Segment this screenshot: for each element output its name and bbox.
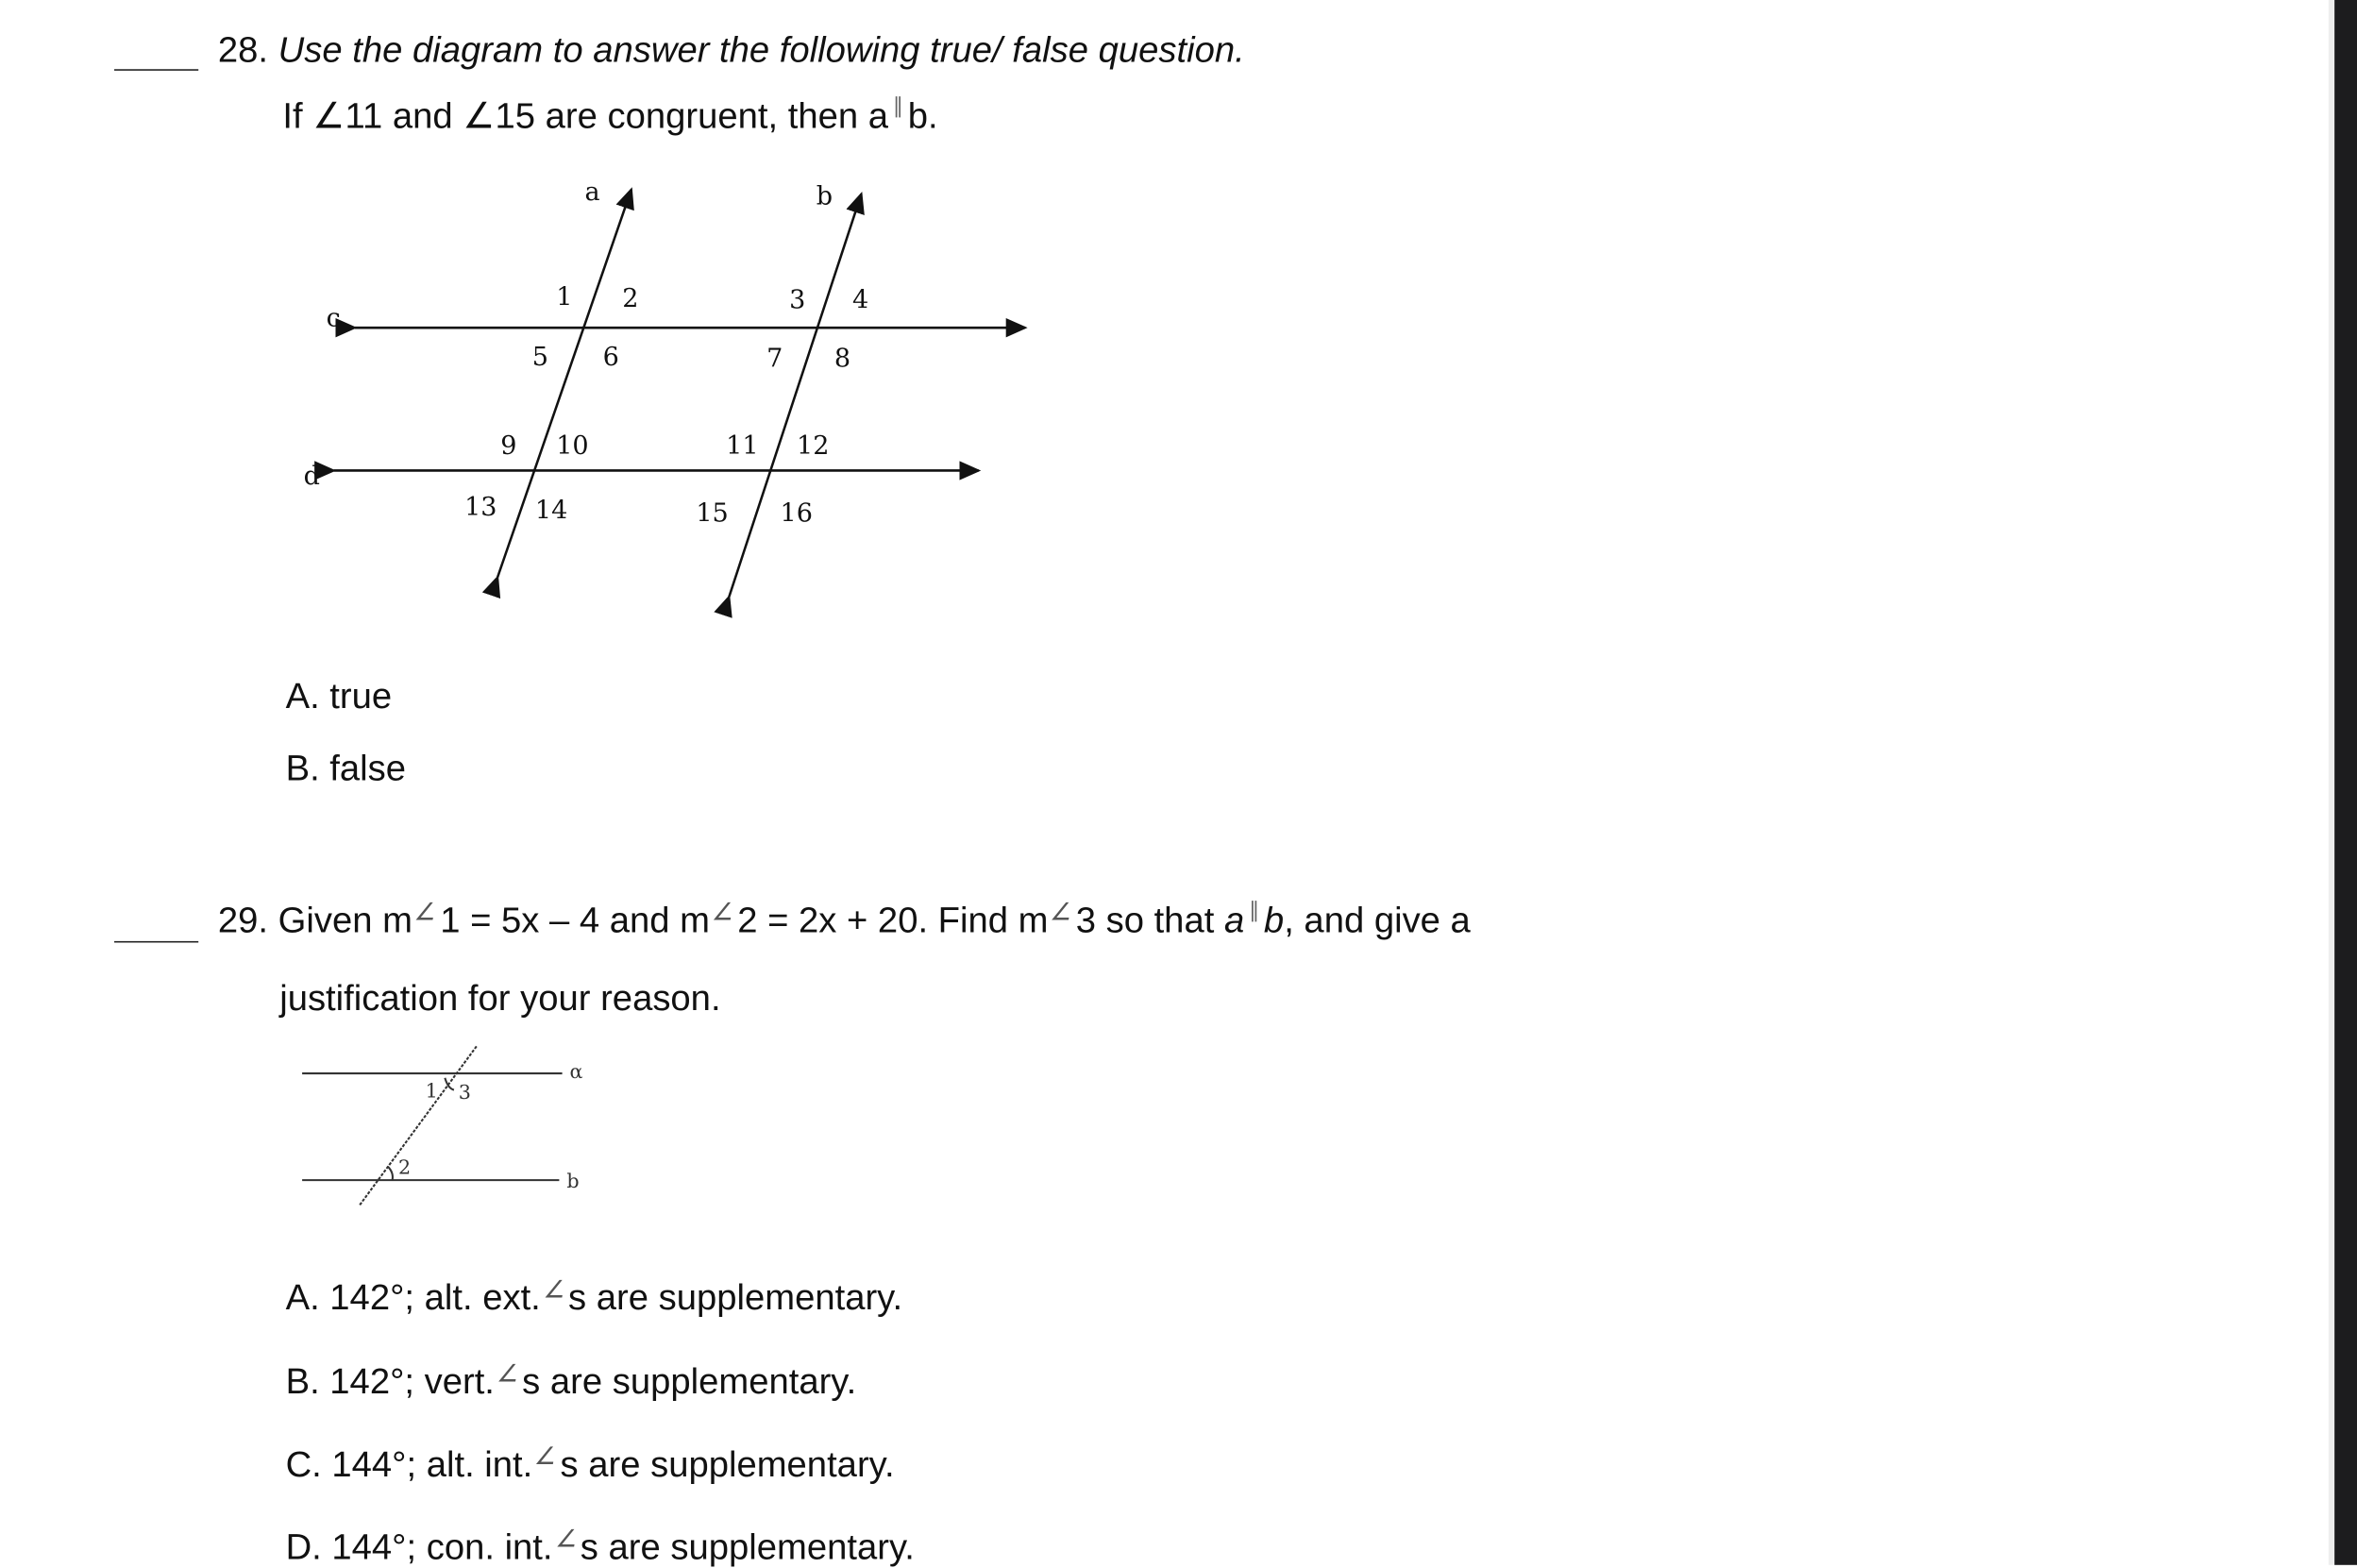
- text: s are supplementary.: [580, 1526, 915, 1568]
- text: and: [392, 95, 453, 137]
- label-alpha: α: [569, 1059, 583, 1083]
- text: s are supplementary.: [522, 1361, 857, 1403]
- angle-symbol: ∠: [541, 1277, 568, 1304]
- q29-number: 29.: [217, 900, 269, 941]
- text: 15 are congruent, then a: [495, 95, 888, 137]
- angle-label: 10: [556, 430, 589, 461]
- text: s are supplementary.: [560, 1444, 895, 1486]
- angle-label: 2: [398, 1155, 412, 1179]
- text: If: [282, 95, 303, 137]
- text: C. 144°; alt. int.: [285, 1444, 533, 1486]
- angle-symbol: ∠: [412, 900, 440, 926]
- label-a: a: [584, 177, 600, 207]
- angle-symbol: ∠: [312, 95, 345, 137]
- option-a[interactable]: [285, 1277, 903, 1319]
- label-b: b: [566, 1170, 580, 1193]
- text: s are supplementary.: [568, 1277, 903, 1319]
- angle-label: 12: [797, 430, 830, 461]
- angle-label: 5: [531, 342, 548, 372]
- text: 11: [345, 95, 383, 137]
- text: A. 142°; alt. ext.: [285, 1277, 541, 1319]
- text: b: [1263, 900, 1285, 941]
- label-c: c: [326, 303, 341, 333]
- angle-label: 16: [780, 498, 813, 529]
- q29-prompt-line2: justification for your reason.: [279, 978, 721, 1020]
- transversal: [360, 1046, 477, 1206]
- angle-arc-2: [388, 1167, 393, 1180]
- option-b[interactable]: [285, 1361, 857, 1403]
- angle-symbol: ∠: [710, 900, 737, 926]
- q28-number: 28.: [217, 29, 269, 71]
- q28-prompt: Use the diagram to answer the following true/ false question.: [278, 29, 1245, 71]
- angle-label: 14: [534, 496, 568, 526]
- angle-label: 13: [464, 493, 497, 523]
- window-side-panel: [2334, 0, 2357, 1565]
- text: 1 = 5x – 4 and m: [440, 900, 710, 941]
- text: b.: [907, 95, 938, 137]
- option-b-false[interactable]: B. false: [285, 749, 407, 790]
- text: 3 so that: [1075, 900, 1215, 941]
- label-d: d: [303, 461, 321, 491]
- angle-label: 11: [726, 430, 759, 461]
- option-d[interactable]: [285, 1526, 915, 1568]
- angle-label: 4: [851, 285, 869, 315]
- angle-label: 3: [789, 285, 806, 315]
- angle-label: 1: [425, 1079, 438, 1103]
- text: Given m: [278, 900, 412, 941]
- angle-label: 7: [766, 344, 783, 374]
- angle-label: 6: [602, 342, 619, 372]
- angle-symbol: ∠: [533, 1444, 560, 1471]
- option-a-true[interactable]: A. true: [285, 676, 393, 717]
- angle-symbol: ∠: [463, 95, 496, 137]
- parallel-symbol: ∥: [892, 93, 903, 118]
- angle-label: 15: [696, 498, 729, 529]
- angle-label: 8: [833, 344, 851, 374]
- text: a: [1223, 900, 1245, 941]
- option-c[interactable]: [285, 1444, 895, 1486]
- angle-symbol: ∠: [553, 1526, 581, 1554]
- angle-symbol: ∠: [495, 1361, 522, 1388]
- angle-symbol: ∠: [1049, 900, 1076, 926]
- angle-label: 2: [622, 283, 639, 313]
- angle-label: 1: [556, 282, 573, 312]
- label-b: b: [816, 181, 833, 211]
- angle-label: 9: [500, 430, 517, 461]
- text: D. 144°; con. int.: [285, 1526, 553, 1568]
- text: 2 = 2x + 20. Find m: [737, 900, 1049, 941]
- angle-label: 3: [458, 1081, 471, 1104]
- parallel-symbol: ∥: [1248, 897, 1260, 922]
- text: , and give a: [1284, 900, 1471, 941]
- text: B. 142°; vert.: [285, 1361, 495, 1403]
